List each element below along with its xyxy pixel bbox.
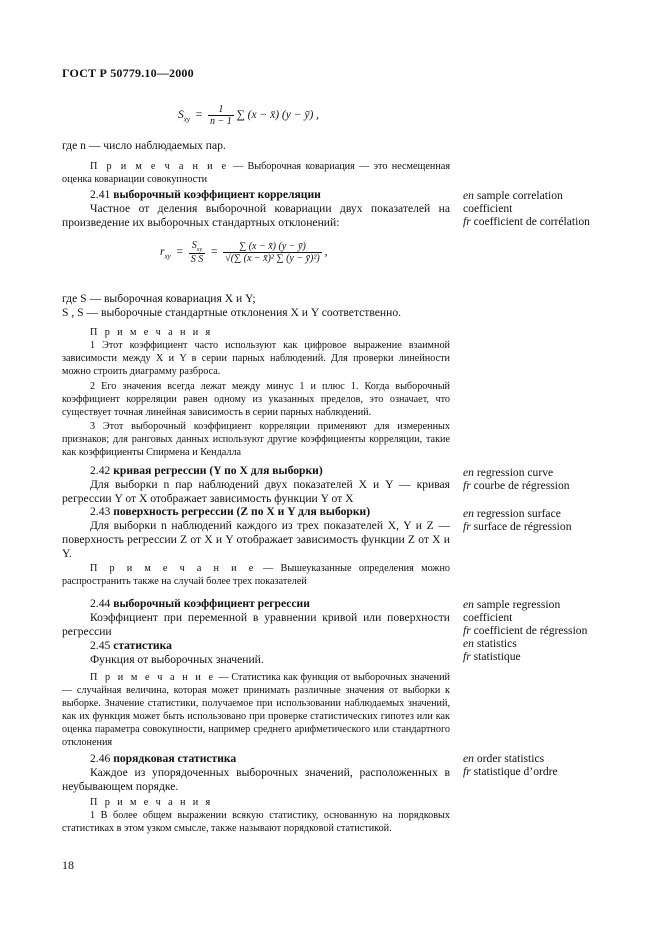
notes-5-label xyxy=(62,796,450,809)
notes-5-item-1: 1 В более общем выражении всякую статистику, основанную на порядковых статистиках в этом узком смысле, также называют порядковой статистикой. xyxy=(62,810,450,834)
term-2-43-en-text: regression surface xyxy=(476,507,561,520)
where-2a: где S — выборочная ковариация X и Y; xyxy=(62,292,256,305)
term-2-41-fr-text: coefficient de corrélation xyxy=(473,215,590,228)
term-2-44-number: 2.44 xyxy=(90,597,111,610)
term-2-41-en2: coefficient xyxy=(463,202,513,215)
formula2-fraction-2 xyxy=(223,241,321,264)
term-2-42-en xyxy=(463,466,570,479)
term-2-44-en2: coefficient xyxy=(463,611,513,624)
term-2-44-heading xyxy=(62,597,450,611)
term-2-46-en xyxy=(463,752,558,765)
term-2-43-fr-text: surface de régression xyxy=(473,520,572,533)
term-2-41-number: 2.41 xyxy=(90,188,111,201)
note-1-label: П р и м е ч а н и е xyxy=(90,161,229,172)
term-2-42-title: кривая регрессии (Y по X для выборки) xyxy=(113,464,323,477)
note-3 xyxy=(62,562,450,588)
term-2-42-heading xyxy=(62,464,450,478)
term-2-42-body: Для выборки n пар наблюдений двух показателей X и Y — кривая регрессии Y от X отображает зависимость функции Y от X xyxy=(62,478,450,505)
term-2-46-translations xyxy=(463,752,558,778)
term-2-44-en xyxy=(463,598,587,611)
term-2-46-body: Каждое из упорядоченных выборочных значений, расположенных в неубывающем порядке. xyxy=(62,766,450,793)
formula1-rhs: ∑ (x − x̄) (y − ȳ) , xyxy=(236,109,320,122)
term-2-45-body: Функция от выборочных значений. xyxy=(90,653,264,666)
document-header: ГОСТ Р 50779.10—2000 xyxy=(62,66,194,80)
formula2-f1-den: S S xyxy=(190,254,204,265)
term-2-42-number: 2.42 xyxy=(90,464,111,477)
term-2-43-en xyxy=(463,507,572,520)
term-2-41-fr xyxy=(463,215,590,228)
where-2b: S , S — выборочные стандартные отклонения X и Y соответственно. xyxy=(62,306,402,319)
term-2-45-en-text: statistics xyxy=(476,637,517,650)
lang-en-label: en xyxy=(463,466,474,479)
formula2-num: ∑ (x − x̄) (y − ȳ) xyxy=(223,241,321,253)
formula2-den: √(∑ (x − x̄)² ∑ (y − ȳ)²) xyxy=(225,253,320,264)
lang-en-label: en xyxy=(463,752,474,765)
term-2-46-heading xyxy=(62,752,450,766)
lang-fr-label: fr xyxy=(463,765,471,778)
term-2-46-fr xyxy=(463,765,558,778)
formula1-den: n − 1 xyxy=(209,116,232,127)
formula1-lhs: S xyxy=(178,109,184,122)
note-1 xyxy=(62,160,450,186)
formula1-num: 1 xyxy=(208,104,234,116)
term-2-45-number: 2.45 xyxy=(90,639,111,652)
term-2-41-en xyxy=(463,189,590,202)
lang-fr-label: fr xyxy=(463,520,471,533)
term-2-43-body: Для выборки n наблюдений каждого из трех показателей X, Y и Z — поверхность регрессии Z от X и Y отображает зависимость функции Z от X и Y. xyxy=(62,519,450,560)
term-2-46-number: 2.46 xyxy=(90,752,111,765)
lang-fr-label: fr xyxy=(463,215,471,228)
term-2-42-fr-text: courbe de régression xyxy=(473,479,570,492)
note-3-label: П р и м е ч а н и е xyxy=(90,563,256,574)
notes-2-item-2: 2 Его значения всегда лежат между минус 1 и плюс 1. Когда выборочный коэффициент корреляции равен одному из указанных пределов, это означает, что существует точная линейная зависимость в серии парных наблюдений. xyxy=(62,381,450,418)
term-2-42-fr xyxy=(463,479,570,492)
term-2-46-title: порядковая статистика xyxy=(113,752,237,765)
term-2-43-fr xyxy=(463,520,572,533)
notes-5-label-text: П р и м е ч а н и я xyxy=(90,797,213,808)
term-2-41-heading xyxy=(62,188,450,202)
note-4-text: — Статистика как функция от выборочных значений — случайная величина, которая может принимать различные значения от выборки к выборке. Значение статистики, получаемое при использовании наблюдаемых значений, как их функция может быть использовано при проверке статистических гипотез или как оценка параметра совокупности, например среднего арифметического или стандартного отклонения xyxy=(62,672,450,748)
note-1-text: — Выборочная ковариация — это несмещенная оценка ковариации совокупности xyxy=(62,161,451,185)
lang-fr-label: fr xyxy=(463,650,471,663)
term-2-43-number: 2.43 xyxy=(90,505,111,518)
term-2-44-body: Коэффициент при переменной в уравнении кривой или поверхности регрессии xyxy=(62,611,450,638)
term-2-44-en-text: sample regression xyxy=(476,598,561,611)
formula2-lhs: r xyxy=(160,246,165,259)
term-2-45-title: статистика xyxy=(113,639,172,652)
notes-2-label xyxy=(62,326,450,339)
notes-2-item-3: 3 Этот выборочный коэффициент корреляции применяют для измеренных признаков; для ранговых данных используют другие коэффициенты корреляции, такие как коэффициенты Спирмена и Кендалла xyxy=(62,421,450,458)
term-2-44-title: выборочный коэффициент регрессии xyxy=(113,597,310,610)
formula-sample-covariance: $S_{xy}$ = $\frac{1}{n - 1}$ ∑ (x − x̄) (y − ȳ) , xyxy=(178,104,320,127)
term-2-45-translations xyxy=(463,637,521,663)
term-2-44-fr xyxy=(463,624,587,637)
term-2-45-heading xyxy=(62,639,450,653)
lang-en-label: en xyxy=(463,507,474,520)
term-2-45-fr-text: statistique xyxy=(473,650,521,663)
lang-fr-label: fr xyxy=(463,624,471,637)
term-2-43-translations xyxy=(463,507,572,533)
formula-correlation-coefficient: $r_{xy}$ = $\frac{S_{xy}}{\text{S S}}$ = $\frac{\sum (x - x̄) (y - ȳ)}{\text{√(∑ (x − x̄)² ∑ (y − ȳ)²)}}$ , xyxy=(160,240,328,265)
note-4 xyxy=(62,671,450,749)
term-2-42-translations xyxy=(463,466,570,492)
lang-en-label: en xyxy=(463,189,474,202)
term-2-46-fr-text: statistique d’ordre xyxy=(473,765,558,778)
note-3-text: — Вышеуказанные определения можно распространить также на случай более трех показателей xyxy=(62,563,451,587)
lang-en-label: en xyxy=(463,637,474,650)
formula2-f1-num-s: S xyxy=(191,240,197,251)
term-2-42-en-text: regression curve xyxy=(476,466,554,479)
formula2-tail: , xyxy=(324,246,328,259)
lang-fr-label: fr xyxy=(463,479,471,492)
term-2-43-heading xyxy=(62,505,450,519)
term-2-46-en-text: order statistics xyxy=(476,752,545,765)
term-2-41-en-text: sample correlation xyxy=(476,189,563,202)
formula2-f1-num xyxy=(189,240,206,254)
term-2-41-translations xyxy=(463,189,590,228)
formula2-fraction-1 xyxy=(189,240,206,265)
formula2-f1-num-sub: xy xyxy=(196,247,203,253)
notes-2-item-1: 1 Этот коэффициент часто используют как цифровое выражение взаимной зависимости между X и Y в серии парных наблюдений. Для проверки линейности можно строить диаграмму разброса. xyxy=(62,340,450,377)
notes-2-label-text: П р и м е ч а н и я xyxy=(90,327,213,338)
formula1-fraction xyxy=(208,104,234,127)
term-2-44-fr-text: coefficient de régression xyxy=(473,624,588,637)
note-4-label: П р и м е ч а н и е xyxy=(90,672,216,683)
term-2-45-en xyxy=(463,637,521,650)
formula2-lhs-sub: xy xyxy=(164,252,171,261)
term-2-41-title: выборочный коэффициент корреляции xyxy=(113,188,321,201)
where-n: где n — число наблюдаемых пар. xyxy=(62,139,226,152)
formula1-lhs-sub: xy xyxy=(183,115,190,124)
term-2-44-translations xyxy=(463,598,587,637)
term-2-41-body: Частное от деления выборочной ковариации двух показателей на произведение их выборочных стандартных отклонений: xyxy=(62,202,450,229)
page-number: 18 xyxy=(62,858,74,872)
term-2-45-fr xyxy=(463,650,521,663)
lang-en-label: en xyxy=(463,598,474,611)
term-2-43-title: поверхность регрессии (Z по X и Y для выборки) xyxy=(113,505,371,518)
